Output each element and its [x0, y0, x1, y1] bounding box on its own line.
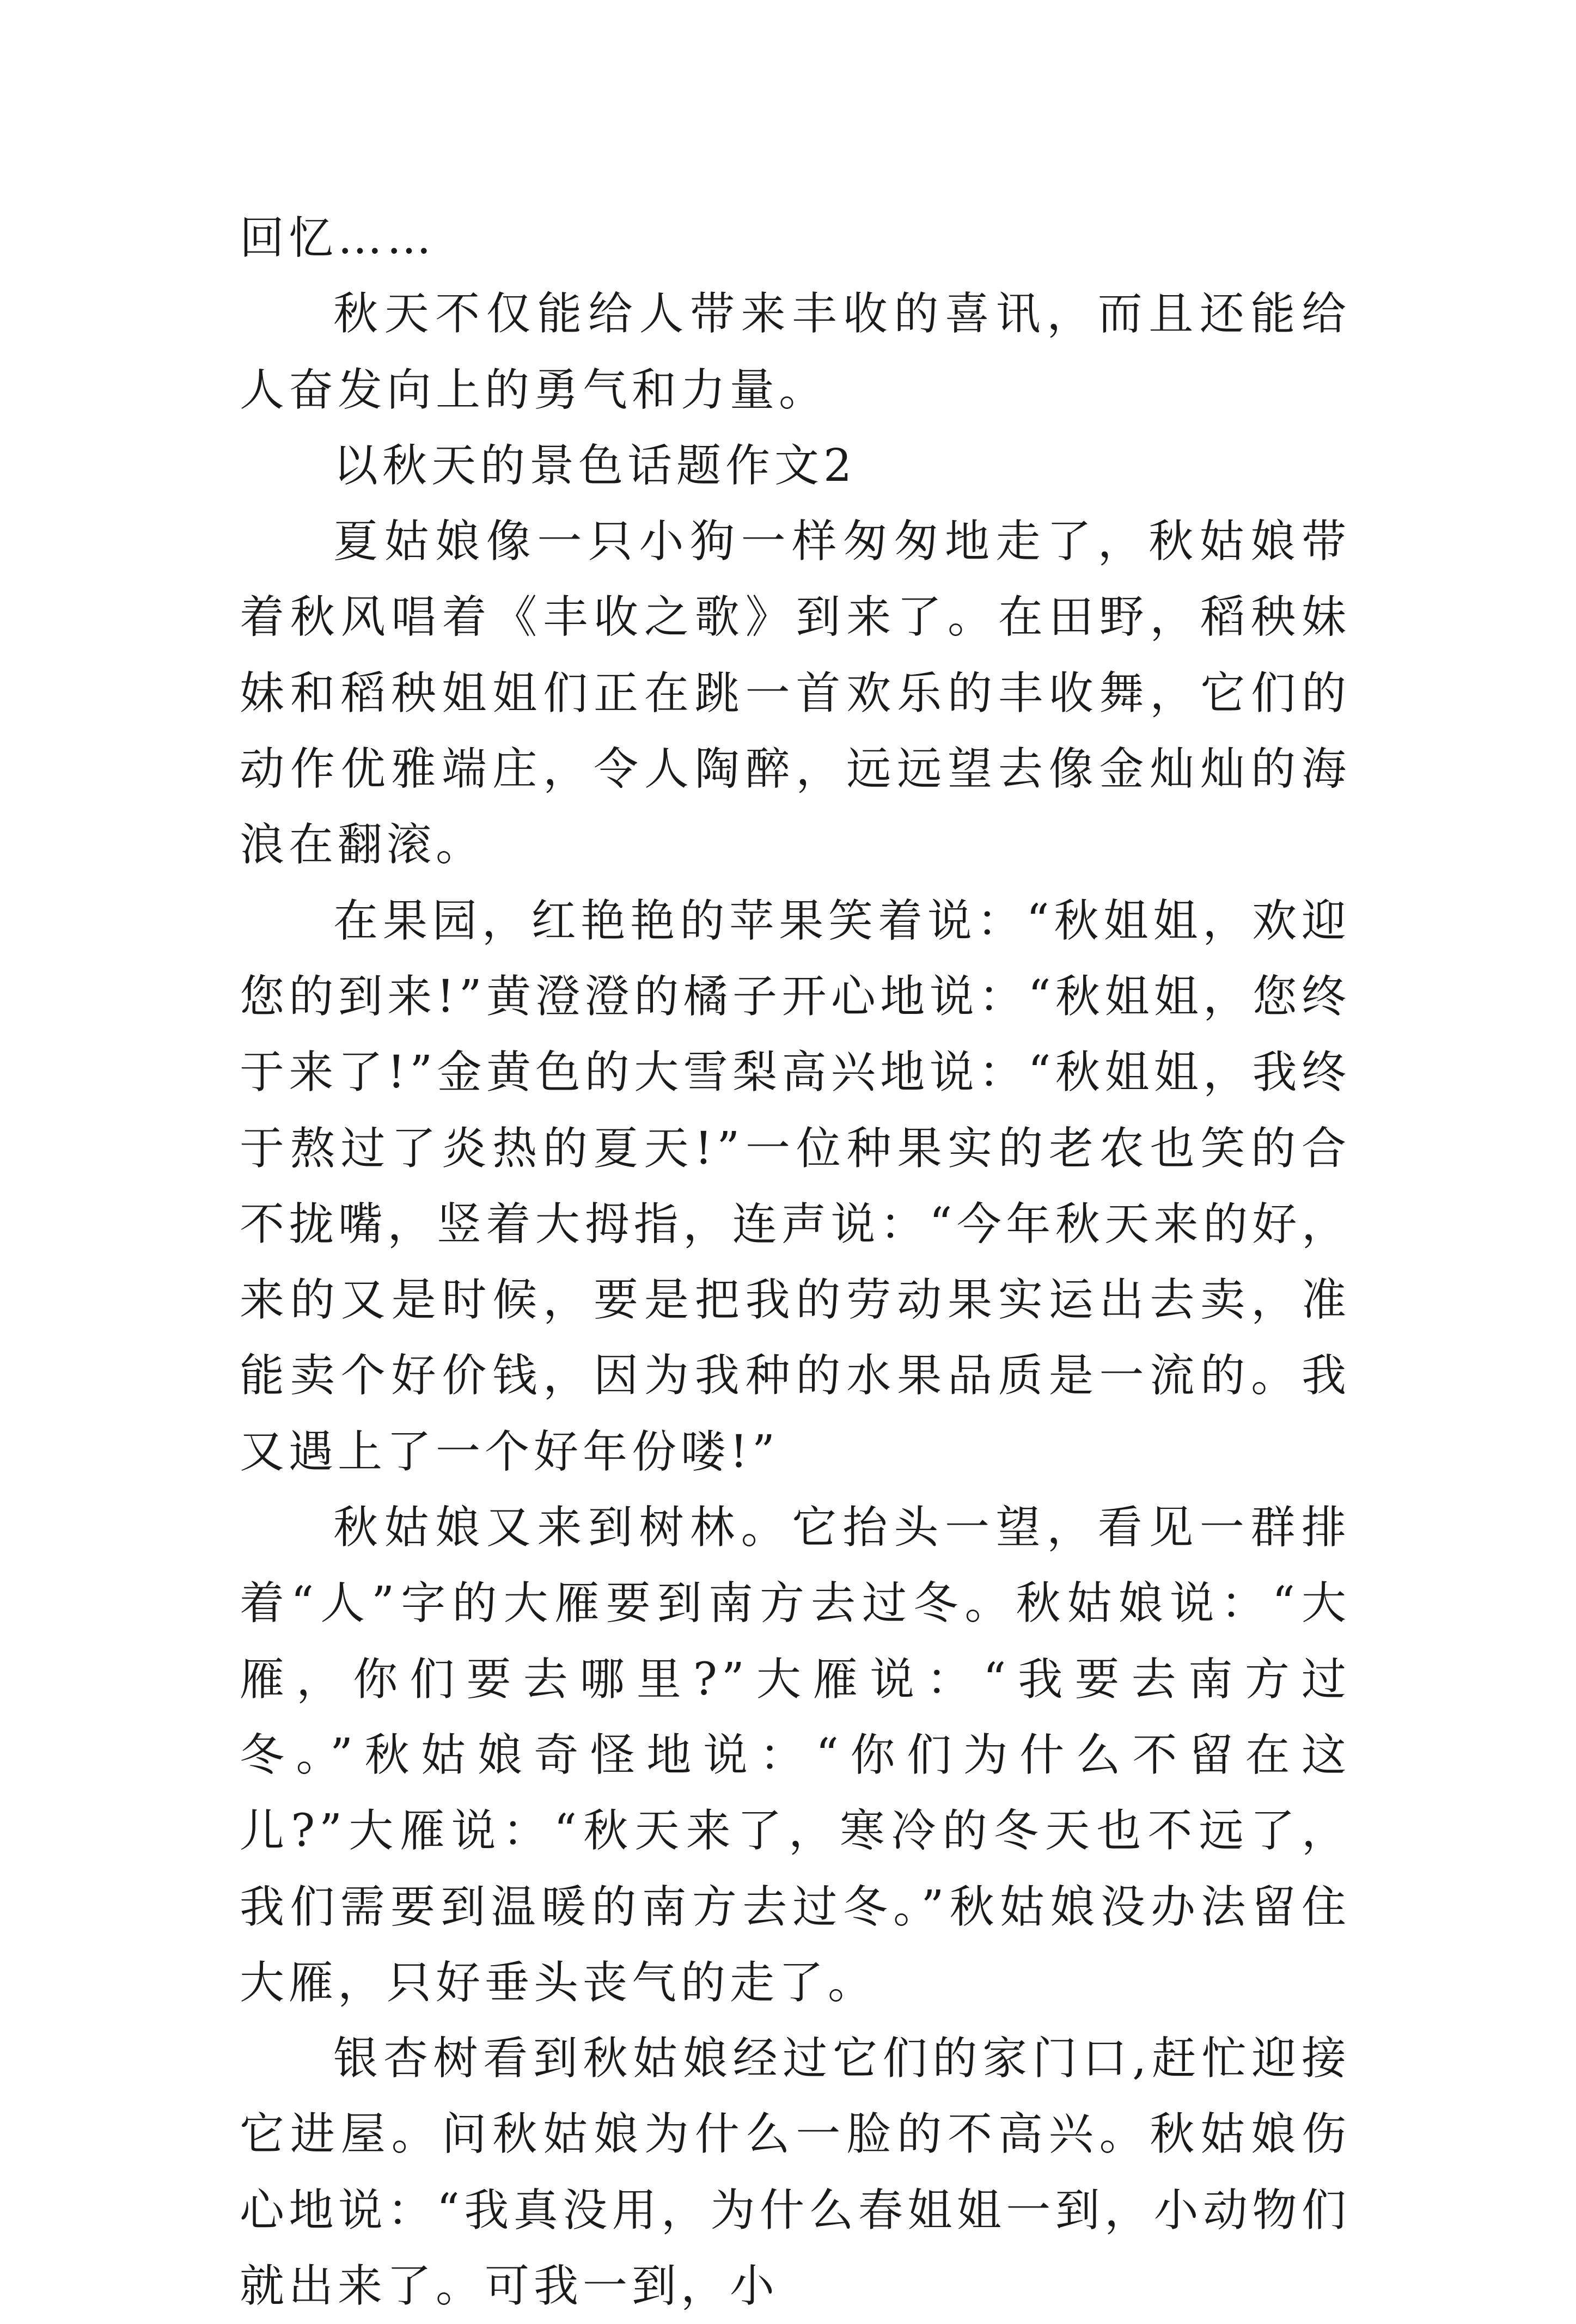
- paragraph-ginkgo: 银杏树看到秋姑娘经过它们的家门口,赶忙迎接它进屋。问秋姑娘为什么一脸的不高兴。秋姑娘伤心地说：“我真没用，为什么春姐姐一到，小动物们就出来了。可我一到，小: [240, 2033, 1351, 2313]
- paragraph-continuation: 回忆……: [240, 212, 436, 264]
- paragraph-summer-leaves: 夏姑娘像一只小狗一样匆匆地走了，秋姑娘带着秋风唱着《丰收之歌》到来了。在田野，稻秧妹妹和稻秧姐姐们正在跳一首欢乐的丰收舞，它们的动作优雅端庄，令人陶醉，远远望去像金灿灿的海浪在翻滚。: [240, 516, 1351, 871]
- paragraph-orchard: 在果园，红艳艳的苹果笑着说：“秋姐姐，欢迎您的到来!”黄澄澄的橘子开心地说：“秋姐姐，您终于来了!”金黄色的大雪梨高兴地说：“秋姐姐，我终于熬过了炎热的夏天!”一位种果实的老农也笑的合不拢嘴，竖着大拇指，连声说：“今年秋天来的好，来的又是时候，要是把我的劳动果实运出去卖，准能卖个好价钱，因为我种的水果品质是一流的。我又遇上了一个好年份喽!”: [240, 895, 1351, 1478]
- essay-title: 以秋天的景色话题作文2: [333, 439, 857, 492]
- document-body: [240, 200, 1351, 2324]
- paragraph-wild-geese: 秋姑娘又来到树林。它抬头一望，看见一群排着“人”字的大雁要到南方去过冬。秋姑娘说：“大雁，你们要去哪里?”大雁说：“我要去南方过冬。”秋姑娘奇怪地说：“你们为什么不留在这儿?”大雁说：“秋天来了，寒冷的冬天也不远了，我们需要到温暖的南方去过冬。”秋姑娘没办法留住大雁，只好垂头丧气的走了。: [240, 1502, 1351, 2009]
- paragraph-autumn-courage: 秋天不仅能给人带来丰收的喜讯，而且还能给人奋发向上的勇气和力量。: [240, 288, 1351, 416]
